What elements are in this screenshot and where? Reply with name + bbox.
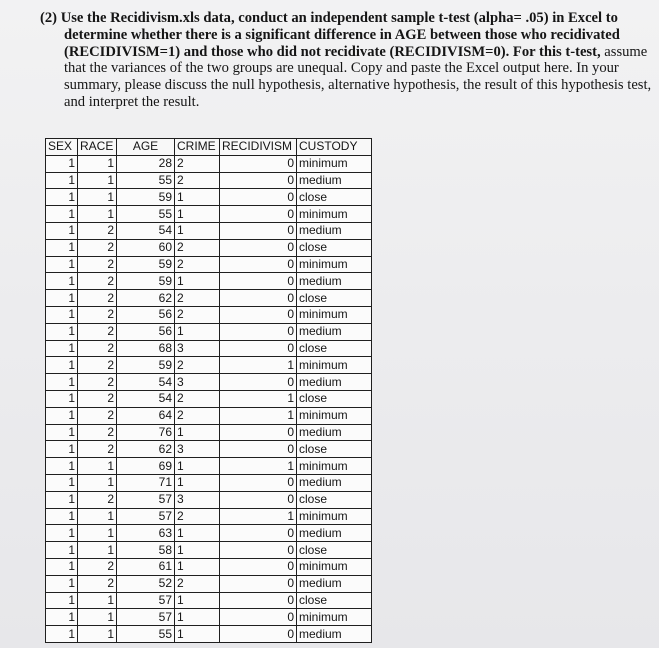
cell-custody: minimum xyxy=(297,256,372,273)
header-recidivism: RECIDIVISM xyxy=(220,139,297,156)
table-row xyxy=(46,491,372,508)
header-sex: SEX xyxy=(46,139,78,156)
cell-crime: 2 xyxy=(175,390,220,407)
cell-age: 61 xyxy=(117,558,175,575)
cell-recidivism: 0 xyxy=(220,609,297,626)
cell-recidivism: 0 xyxy=(220,525,297,542)
cell-sex: 1 xyxy=(46,340,78,357)
header-race: RACE xyxy=(78,139,117,156)
table-row xyxy=(46,592,372,609)
cell-sex: 1 xyxy=(46,256,78,273)
cell-custody: close xyxy=(297,340,372,357)
cell-age: 54 xyxy=(117,222,175,239)
cell-age: 59 xyxy=(117,256,175,273)
cell-race: 1 xyxy=(78,525,117,542)
cell-race: 1 xyxy=(78,542,117,559)
table-row xyxy=(46,474,372,491)
cell-crime: 2 xyxy=(175,575,220,592)
cell-crime: 2 xyxy=(175,256,220,273)
cell-race: 1 xyxy=(78,609,117,626)
header-crime: CRIME xyxy=(175,139,220,156)
header-age: AGE xyxy=(117,139,175,156)
cell-race: 1 xyxy=(78,458,117,475)
cell-sex: 1 xyxy=(46,206,78,223)
cell-custody: medium xyxy=(297,525,372,542)
cell-crime: 2 xyxy=(175,155,220,172)
cell-custody: close xyxy=(297,290,372,307)
cell-age: 52 xyxy=(117,575,175,592)
cell-age: 71 xyxy=(117,474,175,491)
table-body xyxy=(46,155,372,642)
table-row xyxy=(46,525,372,542)
cell-sex: 1 xyxy=(46,575,78,592)
cell-custody: close xyxy=(297,592,372,609)
cell-recidivism: 0 xyxy=(220,626,297,643)
cell-custody: medium xyxy=(297,172,372,189)
cell-recidivism: 0 xyxy=(220,340,297,357)
cell-race: 1 xyxy=(78,592,117,609)
cell-crime: 2 xyxy=(175,290,220,307)
table-row xyxy=(46,407,372,424)
cell-recidivism: 0 xyxy=(220,239,297,256)
cell-race: 2 xyxy=(78,390,117,407)
cell-sex: 1 xyxy=(46,273,78,290)
cell-crime: 1 xyxy=(175,222,220,239)
cell-recidivism: 0 xyxy=(220,424,297,441)
cell-sex: 1 xyxy=(46,155,78,172)
cell-sex: 1 xyxy=(46,239,78,256)
cell-custody: close xyxy=(297,542,372,559)
cell-custody: medium xyxy=(297,374,372,391)
cell-race: 1 xyxy=(78,189,117,206)
table-row xyxy=(46,374,372,391)
cell-sex: 1 xyxy=(46,508,78,525)
cell-age: 64 xyxy=(117,407,175,424)
cell-race: 1 xyxy=(78,474,117,491)
cell-custody: minimum xyxy=(297,609,372,626)
cell-sex: 1 xyxy=(46,626,78,643)
cell-custody: close xyxy=(297,390,372,407)
table-row xyxy=(46,172,372,189)
cell-race: 1 xyxy=(78,206,117,223)
cell-custody: medium xyxy=(297,222,372,239)
table-row xyxy=(46,357,372,374)
cell-sex: 1 xyxy=(46,424,78,441)
cell-age: 62 xyxy=(117,441,175,458)
cell-age: 57 xyxy=(117,491,175,508)
cell-sex: 1 xyxy=(46,374,78,391)
cell-race: 2 xyxy=(78,290,117,307)
cell-sex: 1 xyxy=(46,222,78,239)
cell-recidivism: 0 xyxy=(220,558,297,575)
cell-recidivism: 0 xyxy=(220,290,297,307)
cell-age: 56 xyxy=(117,306,175,323)
cell-race: 2 xyxy=(78,357,117,374)
cell-sex: 1 xyxy=(46,390,78,407)
table-row xyxy=(46,155,372,172)
cell-crime: 3 xyxy=(175,340,220,357)
table-row xyxy=(46,626,372,643)
cell-sex: 1 xyxy=(46,474,78,491)
cell-sex: 1 xyxy=(46,407,78,424)
cell-race: 2 xyxy=(78,575,117,592)
cell-custody: minimum xyxy=(297,155,372,172)
cell-custody: medium xyxy=(297,474,372,491)
cell-race: 2 xyxy=(78,239,117,256)
cell-recidivism: 0 xyxy=(220,256,297,273)
cell-age: 59 xyxy=(117,273,175,290)
cell-age: 55 xyxy=(117,626,175,643)
question-text xyxy=(40,10,654,111)
cell-sex: 1 xyxy=(46,592,78,609)
cell-recidivism: 0 xyxy=(220,273,297,290)
cell-race: 1 xyxy=(78,626,117,643)
cell-crime: 1 xyxy=(175,525,220,542)
cell-age: 59 xyxy=(117,357,175,374)
table-row xyxy=(46,575,372,592)
cell-age: 59 xyxy=(117,189,175,206)
cell-age: 55 xyxy=(117,206,175,223)
table-row xyxy=(46,306,372,323)
cell-recidivism: 0 xyxy=(220,575,297,592)
cell-race: 1 xyxy=(78,155,117,172)
cell-race: 2 xyxy=(78,256,117,273)
cell-crime: 1 xyxy=(175,323,220,340)
table-row xyxy=(46,340,372,357)
cell-recidivism: 0 xyxy=(220,491,297,508)
cell-custody: close xyxy=(297,239,372,256)
cell-custody: medium xyxy=(297,626,372,643)
cell-race: 2 xyxy=(78,424,117,441)
cell-sex: 1 xyxy=(46,558,78,575)
cell-recidivism: 0 xyxy=(220,172,297,189)
cell-sex: 1 xyxy=(46,290,78,307)
cell-age: 58 xyxy=(117,542,175,559)
cell-race: 2 xyxy=(78,306,117,323)
cell-custody: minimum xyxy=(297,458,372,475)
data-table xyxy=(45,138,372,643)
table-row xyxy=(46,222,372,239)
cell-age: 57 xyxy=(117,592,175,609)
table-row xyxy=(46,256,372,273)
cell-age: 63 xyxy=(117,525,175,542)
cell-custody: medium xyxy=(297,424,372,441)
cell-custody: minimum xyxy=(297,558,372,575)
table-header-row xyxy=(46,139,372,156)
cell-recidivism: 0 xyxy=(220,306,297,323)
cell-sex: 1 xyxy=(46,441,78,458)
cell-custody: medium xyxy=(297,273,372,290)
cell-recidivism: 0 xyxy=(220,323,297,340)
cell-age: 62 xyxy=(117,290,175,307)
table-row xyxy=(46,390,372,407)
cell-crime: 1 xyxy=(175,474,220,491)
cell-custody: medium xyxy=(297,323,372,340)
table-row xyxy=(46,189,372,206)
cell-recidivism: 0 xyxy=(220,374,297,391)
cell-crime: 3 xyxy=(175,441,220,458)
cell-custody: medium xyxy=(297,575,372,592)
cell-crime: 2 xyxy=(175,357,220,374)
cell-race: 2 xyxy=(78,407,117,424)
cell-race: 2 xyxy=(78,222,117,239)
cell-sex: 1 xyxy=(46,491,78,508)
cell-recidivism: 1 xyxy=(220,458,297,475)
cell-crime: 3 xyxy=(175,374,220,391)
cell-race: 1 xyxy=(78,508,117,525)
cell-age: 60 xyxy=(117,239,175,256)
cell-recidivism: 1 xyxy=(220,407,297,424)
cell-sex: 1 xyxy=(46,323,78,340)
cell-sex: 1 xyxy=(46,542,78,559)
header-custody: CUSTODY xyxy=(297,139,372,156)
cell-custody: minimum xyxy=(297,306,372,323)
cell-crime: 1 xyxy=(175,558,220,575)
cell-recidivism: 0 xyxy=(220,441,297,458)
cell-sex: 1 xyxy=(46,458,78,475)
cell-crime: 1 xyxy=(175,206,220,223)
cell-crime: 1 xyxy=(175,626,220,643)
cell-custody: close xyxy=(297,491,372,508)
table-row xyxy=(46,239,372,256)
cell-crime: 1 xyxy=(175,273,220,290)
question-normal-text: assume that the variances of the two groups are unequal. Copy and paste the Excel output here. In your summary, please discuss the null hypothesis, alternative hypothesis, the result of this hypothesis test, and interpret the result. xyxy=(64,43,652,110)
cell-sex: 1 xyxy=(46,357,78,374)
cell-age: 54 xyxy=(117,390,175,407)
table-row xyxy=(46,323,372,340)
cell-crime: 3 xyxy=(175,491,220,508)
cell-crime: 2 xyxy=(175,508,220,525)
cell-crime: 1 xyxy=(175,458,220,475)
table-row xyxy=(46,273,372,290)
table-row xyxy=(46,609,372,626)
cell-crime: 1 xyxy=(175,189,220,206)
cell-recidivism: 0 xyxy=(220,206,297,223)
cell-recidivism: 1 xyxy=(220,390,297,407)
cell-recidivism: 0 xyxy=(220,222,297,239)
cell-sex: 1 xyxy=(46,172,78,189)
cell-age: 69 xyxy=(117,458,175,475)
cell-crime: 1 xyxy=(175,542,220,559)
cell-custody: minimum xyxy=(297,407,372,424)
cell-race: 2 xyxy=(78,323,117,340)
table-row xyxy=(46,458,372,475)
cell-custody: close xyxy=(297,189,372,206)
cell-sex: 1 xyxy=(46,306,78,323)
cell-sex: 1 xyxy=(46,609,78,626)
cell-custody: minimum xyxy=(297,206,372,223)
cell-age: 57 xyxy=(117,609,175,626)
cell-recidivism: 0 xyxy=(220,155,297,172)
question-number: (2) xyxy=(40,10,58,26)
cell-custody: minimum xyxy=(297,508,372,525)
table-row xyxy=(46,441,372,458)
question-bold-text: Use the Recidivism.xls data, conduct an independent sample t-test (alpha= .05) in Excel to determine whether there is a significant difference in AGE between those who recidivated (RECIDIVISM=1) and those who did not recidivate (RECIDIVISM=0). For this t-test, xyxy=(60,10,620,60)
cell-recidivism: 1 xyxy=(220,508,297,525)
cell-race: 2 xyxy=(78,273,117,290)
cell-race: 2 xyxy=(78,441,117,458)
cell-crime: 1 xyxy=(175,424,220,441)
table-row xyxy=(46,558,372,575)
cell-crime: 2 xyxy=(175,407,220,424)
cell-crime: 1 xyxy=(175,592,220,609)
table-row xyxy=(46,542,372,559)
cell-age: 56 xyxy=(117,323,175,340)
cell-crime: 2 xyxy=(175,306,220,323)
table-row xyxy=(46,508,372,525)
table-row xyxy=(46,424,372,441)
cell-race: 1 xyxy=(78,172,117,189)
cell-age: 68 xyxy=(117,340,175,357)
cell-crime: 2 xyxy=(175,172,220,189)
cell-custody: minimum xyxy=(297,357,372,374)
cell-sex: 1 xyxy=(46,525,78,542)
table-row xyxy=(46,206,372,223)
cell-race: 2 xyxy=(78,558,117,575)
cell-race: 2 xyxy=(78,491,117,508)
cell-recidivism: 0 xyxy=(220,542,297,559)
cell-age: 76 xyxy=(117,424,175,441)
cell-crime: 2 xyxy=(175,239,220,256)
cell-race: 2 xyxy=(78,340,117,357)
cell-sex: 1 xyxy=(46,189,78,206)
cell-recidivism: 1 xyxy=(220,357,297,374)
cell-age: 55 xyxy=(117,172,175,189)
table-row xyxy=(46,290,372,307)
cell-recidivism: 0 xyxy=(220,189,297,206)
cell-age: 28 xyxy=(117,155,175,172)
cell-crime: 1 xyxy=(175,609,220,626)
cell-recidivism: 0 xyxy=(220,474,297,491)
cell-recidivism: 0 xyxy=(220,592,297,609)
cell-race: 2 xyxy=(78,374,117,391)
cell-age: 57 xyxy=(117,508,175,525)
cell-age: 54 xyxy=(117,374,175,391)
cell-custody: close xyxy=(297,441,372,458)
